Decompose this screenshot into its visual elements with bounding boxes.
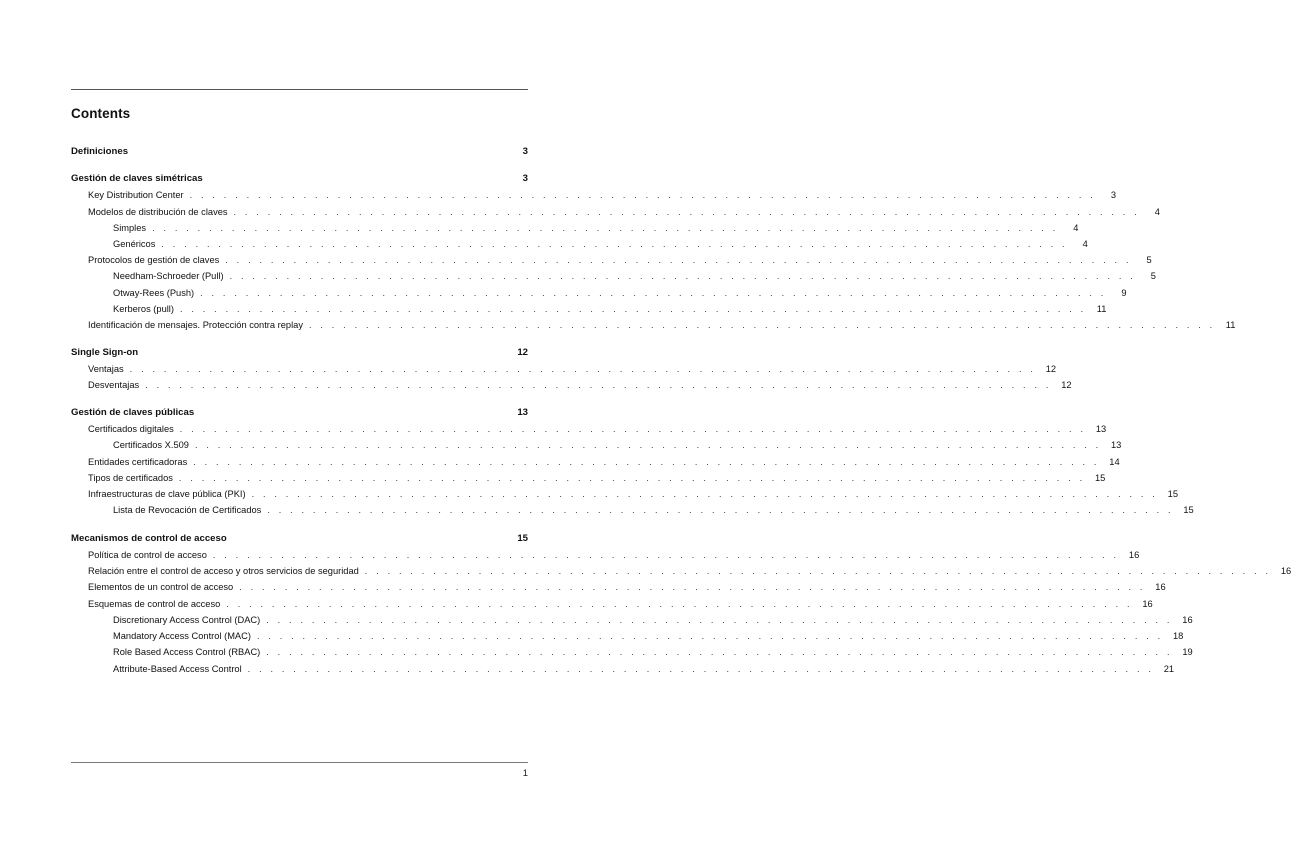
toc-section-entry[interactable]: [71, 532, 528, 546]
toc-entry[interactable]: [71, 564, 1291, 578]
toc-entry-page: 5: [1146, 255, 1152, 265]
toc-entry-page: 3: [1110, 190, 1116, 200]
toc-entry-page: 13: [1111, 440, 1122, 450]
dot-leader: . . . . . . . . . . . . . . . . . . . . . . . . . . . . . . . . . . . . . . . . . . . . . . . . . . . . . . . . . . . . . . . . . . . . . . . . . . . . . . . .: [179, 424, 1087, 434]
toc-entry-page: 13: [1095, 424, 1107, 434]
footer-rule: [71, 762, 528, 763]
toc-entry-label: Certificados X.509: [113, 440, 189, 450]
toc-entry-label: Lista de Revocación de Certificados: [113, 505, 262, 515]
toc-entry[interactable]: [71, 422, 1107, 436]
dot-leader: . . . . . . . . . . . . . . . . . . . . . . . . . . . . . . . . . . . . . . . . . . . . . . . . . . . . . . . . . . . . . . . . . . . . . . . . . . . . . . . .: [267, 505, 1174, 515]
dot-leader: . . . . . . . . . . . . . . . . . . . . . . . . . . . . . . . . . . . . . . . . . . . . . . . . . . . . . . . . . . . . . . . . . . . . . . . . . . . . . . . .: [251, 489, 1158, 499]
dot-leader: . . . . . . . . . . . . . . . . . . . . . . . . . . . . . . . . . . . . . . . . . . . . . . . . . . . . . . . . . . . . . . . . . . . . . . . . . . . . . . . .: [212, 550, 1120, 560]
dot-leader: . . . . . . . . . . . . . . . . . . . . . . . . . . . . . . . . . . . . . . . . . . . . . . . . . . . . . . . . . . . . . . . . . . . . . . . . . . . . . . . .: [189, 190, 1096, 200]
dot-leader: . . . . . . . . . . . . . . . . . . . . . . . . . . . . . . . . . . . . . . . . . . . . . . . . . . . . . . . . . . . . . . . . . . . . . . . . . . . . . . . .: [194, 440, 1102, 450]
toc-entry[interactable]: [71, 205, 1160, 219]
page-number: 1: [522, 768, 528, 779]
toc-entry-label: Gestión de claves públicas: [71, 407, 195, 418]
toc-entry-page: 13: [517, 407, 528, 418]
toc-entry[interactable]: [71, 455, 1120, 469]
toc-entry-label: Kerberos (pull): [113, 304, 174, 314]
toc-entry[interactable]: [71, 503, 1194, 517]
toc-entry-label: Genéricos: [113, 239, 156, 249]
toc-entry-label: Otway-Rees (Push): [113, 288, 195, 298]
toc-entry[interactable]: [71, 645, 1193, 659]
toc-entry-label: Role Based Access Control (RBAC): [113, 647, 261, 657]
toc-entry-label: Definiciones: [71, 146, 129, 157]
toc-entry-page: 14: [1109, 457, 1120, 467]
toc-entry-page: 12: [1045, 364, 1057, 374]
dot-leader: . . . . . . . . . . . . . . . . . . . . . . . . . . . . . . . . . . . . . . . . . . . . . . . . . . . . . . . . . . . . . . . . . . . . . . . . . . . . . . . .: [364, 566, 1272, 576]
toc-section-entry[interactable]: [71, 406, 528, 420]
toc-entry[interactable]: [71, 613, 1193, 627]
toc-entry-page: 12: [1061, 380, 1072, 390]
toc-entry-page: 15: [1094, 473, 1106, 483]
toc-entry-page: 11: [1225, 320, 1236, 330]
toc-entry-label: Entidades certificadoras: [88, 457, 188, 467]
toc-entry-label: Protocolos de gestión de claves: [88, 255, 220, 265]
toc-entry-page: 21: [1163, 664, 1175, 674]
toc-entry[interactable]: [71, 269, 1156, 283]
toc-entry[interactable]: [71, 580, 1166, 594]
toc-entry-page: 15: [517, 533, 528, 544]
dot-leader: . . . . . . . . . . . . . . . . . . . . . . . . . . . . . . . . . . . . . . . . . . . . . . . . . . . . . . . . . . . . . . . . . . . . . . . . . . . . . . . .: [152, 223, 1059, 233]
toc-entry-page: 5: [1150, 271, 1156, 281]
dot-leader: . . . . . . . . . . . . . . . . . . . . . . . . . . . . . . . . . . . . . . . . . . . . . . . . . . . . . . . . . . . . . . . . . . . . . . . . . . . . . . . .: [256, 631, 1164, 641]
toc-entry[interactable]: [71, 471, 1106, 485]
dot-leader: . . . . . . . . . . . . . . . . . . . . . . . . . . . . . . . . . . . . . . . . . . . . . . . . . . . . . . . . . . . . . . . . . . . . . . . . . . . . . . . .: [193, 457, 1100, 467]
dot-leader: . . . . . . . . . . . . . . . . . . . . . . . . . . . . . . . . . . . . . . . . . . . . . . . . . . . . . . . . . . . . . . . . . . . . . . . . . . . . . . . .: [145, 380, 1052, 390]
toc-entry[interactable]: [71, 487, 1178, 501]
toc-entry-label: Mandatory Access Control (MAC): [113, 631, 251, 641]
toc-entry-label: Elementos de un control de acceso: [88, 582, 234, 592]
top-rule: [71, 89, 528, 90]
dot-leader: . . . . . . . . . . . . . . . . . . . . . . . . . . . . . . . . . . . . . . . . . . . . . . . . . . . . . . . . . . . . . . . . . . . . . . . . . . . . . . . .: [200, 288, 1107, 298]
toc-entry[interactable]: [71, 362, 1057, 376]
toc-entry-page: 16: [1280, 566, 1291, 576]
dot-leader: . . . . . . . . . . . . . . . . . . . . . . . . . . . . . . . . . . . . . . . . . . . . . . . . . . . . . . . . . . . . . . . . . . . . . . . . . . . . . . . .: [233, 207, 1140, 217]
toc-entry-label: Simples: [113, 223, 147, 233]
toc-entry-label: Discretionary Access Control (DAC): [113, 615, 261, 625]
toc-entry-label: Modelos de distribución de claves: [88, 207, 228, 217]
toc-entry-page: 3: [522, 173, 528, 184]
toc-entry-page: 4: [1154, 207, 1160, 217]
toc-entry[interactable]: [71, 253, 1152, 267]
toc-entry-label: Esquemas de control de acceso: [88, 599, 221, 609]
toc-entry[interactable]: [71, 662, 1175, 676]
dot-leader: . . . . . . . . . . . . . . . . . . . . . . . . . . . . . . . . . . . . . . . . . . . . . . . . . . . . . . . . . . . . . . . . . . . . . . . . . . . . . . . .: [161, 239, 1068, 249]
toc-entry[interactable]: [71, 597, 1153, 611]
toc-section-entry[interactable]: [71, 172, 528, 186]
toc-entry[interactable]: [71, 438, 1122, 452]
toc-entry[interactable]: [71, 302, 1107, 316]
dot-leader: . . . . . . . . . . . . . . . . . . . . . . . . . . . . . . . . . . . . . . . . . . . . . . . . . . . . . . . . . . . . . . . . . . . . . . . . . . . . . . . .: [225, 255, 1132, 265]
toc-entry[interactable]: [71, 378, 1072, 392]
toc-entry-label: Mecanismos de control de acceso: [71, 533, 227, 544]
contents-title: Contents: [71, 106, 131, 121]
toc-entry-page: 12: [517, 347, 528, 358]
dot-leader: . . . . . . . . . . . . . . . . . . . . . . . . . . . . . . . . . . . . . . . . . . . . . . . . . . . . . . . . . . . . . . . . . . . . . . . . . . . . . . . .: [266, 615, 1173, 625]
toc-entry-page: 16: [1128, 550, 1140, 560]
toc-entry[interactable]: [71, 629, 1184, 643]
toc-entry-page: 16: [1155, 582, 1166, 592]
toc-entry-label: Certificados digitales: [88, 424, 174, 434]
toc-entry-label: Política de control de acceso: [88, 550, 207, 560]
toc-entry-page: 16: [1142, 599, 1153, 609]
toc-entry-page: 18: [1173, 631, 1184, 641]
dot-leader: . . . . . . . . . . . . . . . . . . . . . . . . . . . . . . . . . . . . . . . . . . . . . . . . . . . . . . . . . . . . . . . . . . . . . . . . . . . . . . . .: [129, 364, 1037, 374]
dot-leader: . . . . . . . . . . . . . . . . . . . . . . . . . . . . . . . . . . . . . . . . . . . . . . . . . . . . . . . . . . . . . . . . . . . . . . . . . . . . . . . .: [226, 599, 1133, 609]
toc-entry[interactable]: [71, 188, 1116, 202]
dot-leader: . . . . . . . . . . . . . . . . . . . . . . . . . . . . . . . . . . . . . . . . . . . . . . . . . . . . . . . . . . . . . . . . . . . . . . . . . . . . . . . .: [266, 647, 1173, 657]
toc-entry-label: Attribute-Based Access Control: [113, 664, 242, 674]
toc-entry-label: Single Sign-on: [71, 347, 139, 358]
dot-leader: . . . . . . . . . . . . . . . . . . . . . . . . . . . . . . . . . . . . . . . . . . . . . . . . . . . . . . . . . . . . . . . . . . . . . . . . . . . . . . . .: [229, 271, 1136, 281]
toc-entry-label: Ventajas: [88, 364, 124, 374]
toc-entry-page: 11: [1096, 304, 1107, 314]
toc-entry-page: 9: [1121, 288, 1127, 298]
toc-entry-page: 4: [1073, 223, 1079, 233]
toc-entry[interactable]: [71, 286, 1127, 300]
toc-entry-label: Tipos de certificados: [88, 473, 173, 483]
toc-entry-label: Relación entre el control de acceso y otros servicios de seguridad: [88, 566, 359, 576]
toc-entry-page: 15: [1183, 505, 1194, 515]
toc-entry-label: Needham-Schroeder (Pull): [113, 271, 224, 281]
toc-entry-page: 4: [1082, 239, 1088, 249]
toc-entry-page: 19: [1182, 647, 1193, 657]
toc-entry-page: 15: [1167, 489, 1178, 499]
toc-entry-page: 3: [522, 146, 528, 157]
toc-entry-label: Gestión de claves simétricas: [71, 173, 203, 184]
dot-leader: . . . . . . . . . . . . . . . . . . . . . . . . . . . . . . . . . . . . . . . . . . . . . . . . . . . . . . . . . . . . . . . . . . . . . . . . . . . . . . . .: [178, 473, 1086, 483]
toc-section-entry[interactable]: [71, 346, 528, 360]
toc-entry-label: Key Distribution Center: [88, 190, 184, 200]
toc-entry-label: Infraestructuras de clave pública (PKI): [88, 489, 246, 499]
dot-leader: . . . . . . . . . . . . . . . . . . . . . . . . . . . . . . . . . . . . . . . . . . . . . . . . . . . . . . . . . . . . . . . . . . . . . . . . . . . . . . . .: [239, 582, 1146, 592]
toc-entry[interactable]: [71, 548, 1140, 562]
toc-entry-page: 16: [1182, 615, 1193, 625]
toc-entry-label: Identificación de mensajes. Protección contra replay: [88, 320, 303, 330]
toc-entry[interactable]: [71, 318, 1236, 332]
toc-entry-label: Desventajas: [88, 380, 140, 390]
toc-section-entry[interactable]: [71, 145, 528, 159]
toc-entry[interactable]: [71, 237, 1088, 251]
dot-leader: . . . . . . . . . . . . . . . . . . . . . . . . . . . . . . . . . . . . . . . . . . . . . . . . . . . . . . . . . . . . . . . . . . . . . . . . . . . . . . . .: [179, 304, 1087, 314]
dot-leader: . . . . . . . . . . . . . . . . . . . . . . . . . . . . . . . . . . . . . . . . . . . . . . . . . . . . . . . . . . . . . . . . . . . . . . . . . . . . . . . .: [308, 320, 1216, 330]
toc-entry[interactable]: [71, 221, 1079, 235]
dot-leader: . . . . . . . . . . . . . . . . . . . . . . . . . . . . . . . . . . . . . . . . . . . . . . . . . . . . . . . . . . . . . . . . . . . . . . . . . . . . . . . .: [247, 664, 1155, 674]
